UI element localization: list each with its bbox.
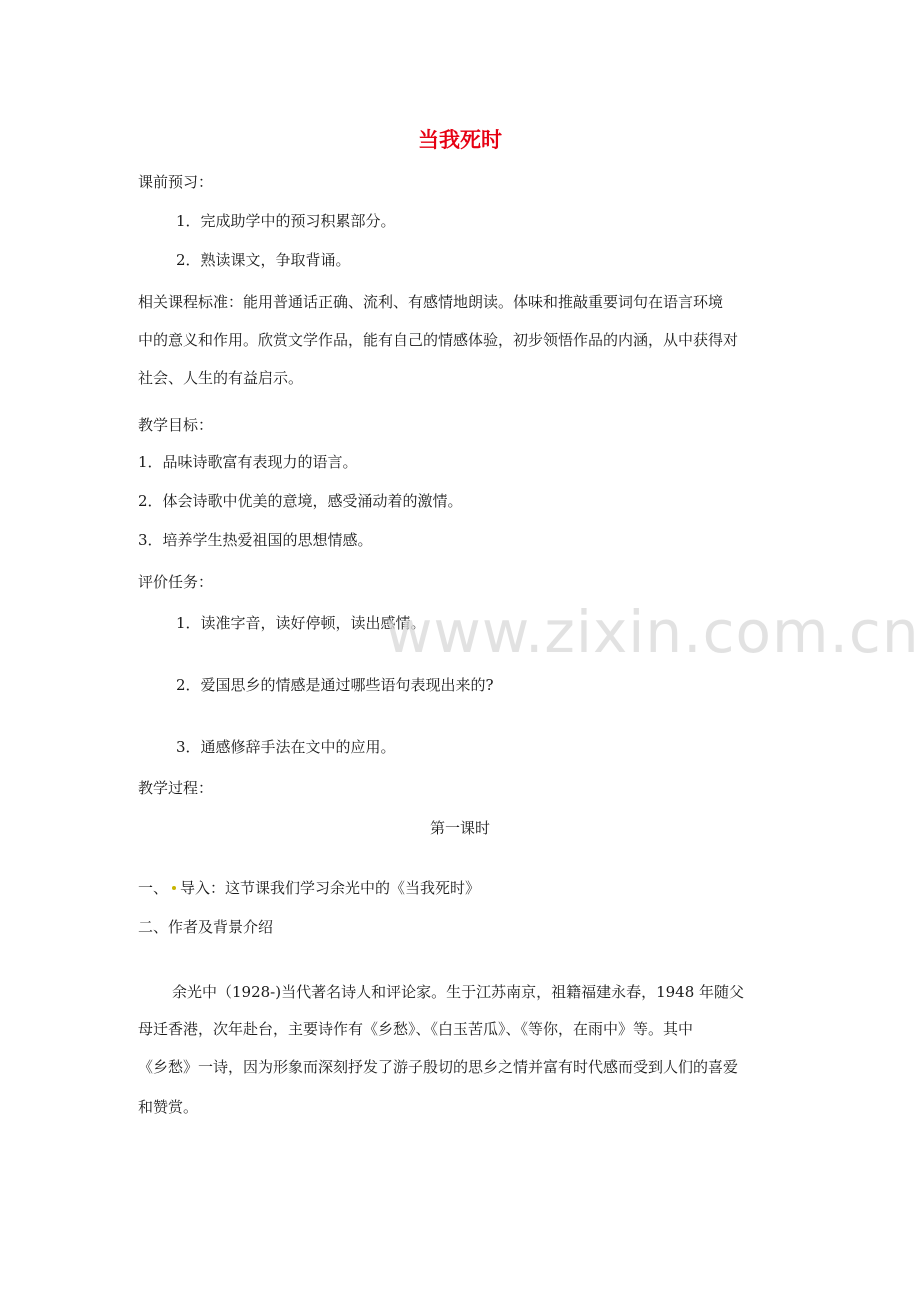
standard-line-1: 相关课程标准：能用普通话正确、流利、有感情地朗读。体味和推敲重要词句在语言环境 — [138, 293, 724, 311]
standard-line-2: 中的意义和作用。欣赏文学作品，能有自己的情感体验，初步领悟作品的内涵，从中获得对 — [138, 331, 739, 349]
goal-item-2: 2．体会诗歌中优美的意境，感受涌动着的激情。 — [138, 492, 463, 510]
preview-item-2: 2．熟读课文，争取背诵。 — [176, 251, 351, 269]
tasks-heading: 评价任务： — [138, 573, 214, 591]
document-title: 当我死时 — [418, 128, 502, 152]
bio-line-2: 母迁香港，次年赴台，主要诗作有《乡愁》、《白玉苦瓜》、《等你，在雨中》等。其中 — [138, 1020, 694, 1038]
goal-item-1: 1．品味诗歌富有表现力的语言。 — [138, 453, 358, 471]
lesson-title: 第一课时 — [429, 819, 490, 837]
section-2: 二、作者及背景介绍 — [138, 918, 274, 936]
section-1 — [138, 878, 480, 898]
section-1-text: 导入：这节课我们学习余光中的《当我死时》 — [180, 879, 481, 897]
preview-heading: 课前预习： — [138, 173, 214, 191]
task-item-3: 3．通感修辞手法在文中的应用。 — [176, 738, 396, 756]
bio-line-3: 《乡愁》一诗，因为形象而深刻抒发了游子殷切的思乡之情并富有时代感而受到人们的喜爱 — [138, 1058, 739, 1076]
task-item-1: 1．读准字音，读好停顿，读出感情。 — [176, 614, 426, 632]
goal-item-3: 3．培养学生热爱祖国的思想情感。 — [138, 531, 373, 549]
goals-heading: 教学目标： — [138, 416, 214, 434]
bio-line-1: 余光中（1928-)当代著名诗人和评论家。生于江苏南京，祖籍福建永春，1948 年随父 — [172, 983, 745, 1001]
bio-line-4: 和赞赏。 — [138, 1098, 199, 1116]
process-heading: 教学过程： — [138, 779, 214, 797]
preview-item-1: 1．完成助学中的预习积累部分。 — [176, 212, 396, 230]
highlight-mark — [172, 886, 176, 890]
watermark: www.zixin.com.cn — [385, 598, 920, 666]
standard-line-3: 社会、人生的有益启示。 — [138, 369, 304, 387]
section-1-prefix: 一、 — [138, 879, 169, 897]
task-item-2: 2．爱国思乡的情感是通过哪些语句表现出来的? — [176, 676, 494, 694]
